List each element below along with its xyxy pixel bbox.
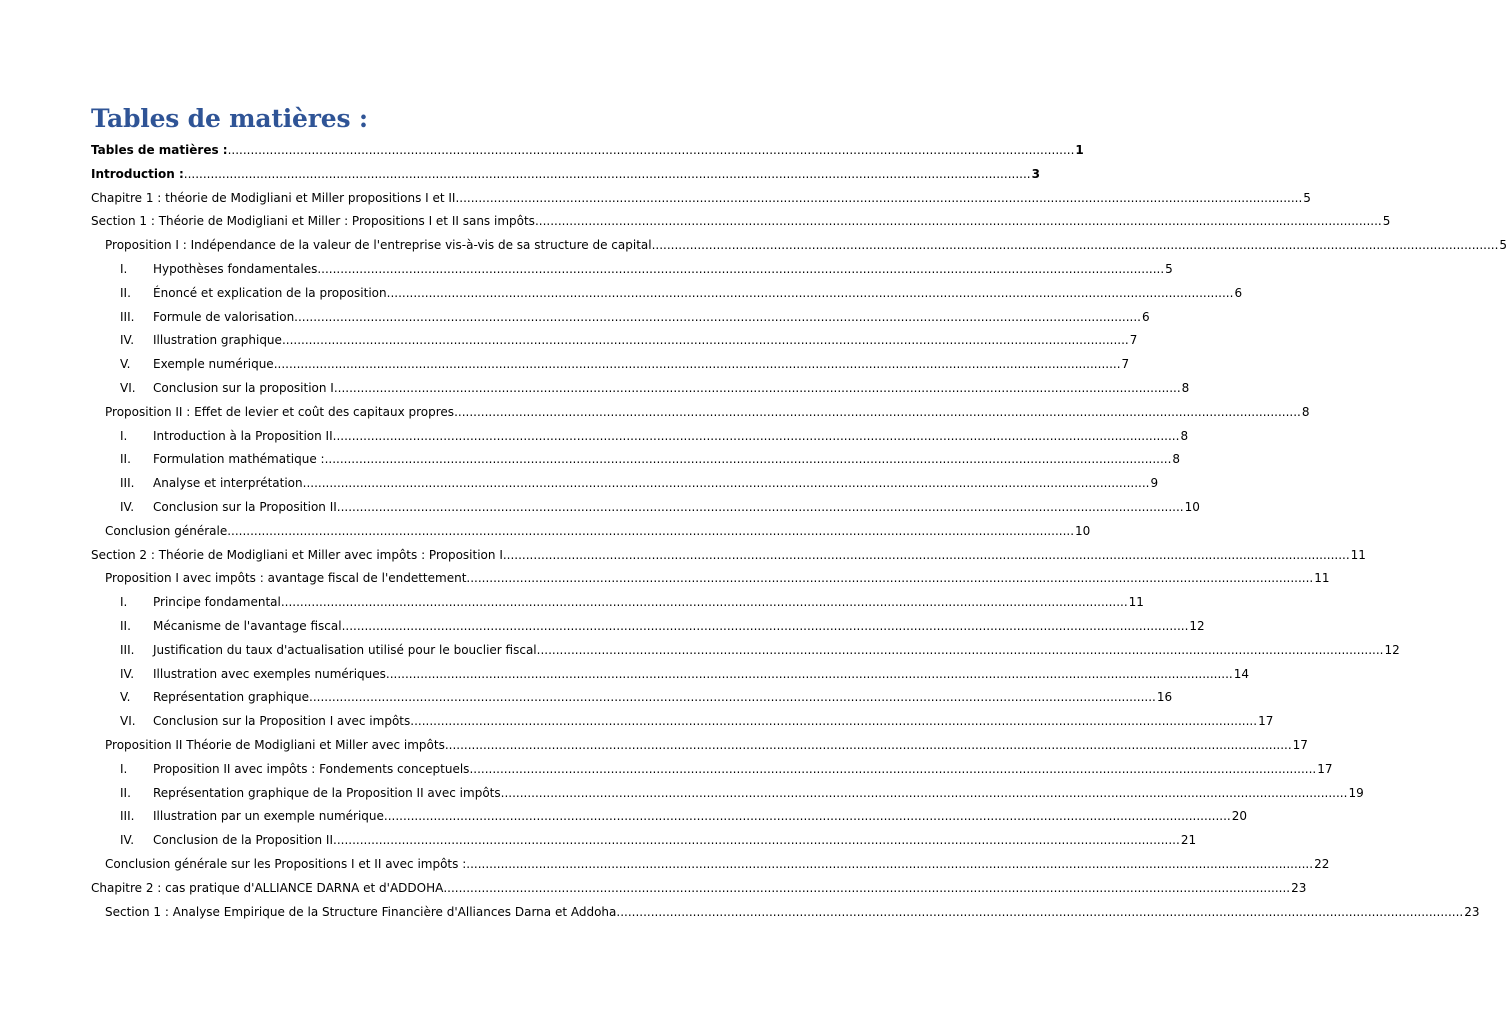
- toc-dot-leader: [337, 497, 1184, 517]
- toc-entry-text: Formulation mathématique :: [153, 452, 325, 467]
- toc-page-number: 20: [1231, 809, 1247, 824]
- toc-dot-leader: [535, 211, 1382, 231]
- toc-dot-leader: [184, 164, 1031, 184]
- toc-entry-text: Chapitre 1 : théorie de Modigliani et Miller propositions I et II: [91, 190, 456, 205]
- toc-entry[interactable]: [120, 687, 1173, 707]
- toc-page-number: 10: [1184, 500, 1200, 514]
- toc-entry-number: III.: [120, 642, 135, 657]
- toc-entry[interactable]: [91, 140, 1084, 160]
- toc-entry-number: I.: [120, 428, 128, 443]
- toc-entry[interactable]: [120, 759, 1333, 779]
- toc-page-number: 8: [1181, 381, 1190, 395]
- toc-entry[interactable]: [105, 568, 1330, 588]
- toc-page-number: 19: [1348, 785, 1364, 800]
- toc-dot-leader: [386, 664, 1233, 684]
- toc-entry[interactable]: [120, 330, 1138, 350]
- toc-page-number: 5: [1165, 262, 1173, 276]
- toc-entry-text: Illustration par un exemple numérique: [153, 809, 384, 824]
- toc-entry-text: Énoncé et explication de la proposition: [153, 285, 387, 300]
- toc-page-number: 10: [1075, 523, 1091, 538]
- toc-entry-text: Hypothèses fondamentales: [153, 262, 318, 276]
- toc-entry-text: Section 1 : Théorie de Modigliani et Miller : Propositions I et II sans impôts: [91, 214, 535, 229]
- toc-page-number: 12: [1189, 619, 1205, 633]
- toc-page-number: 12: [1384, 642, 1400, 657]
- toc-page-number: 11: [1350, 547, 1366, 562]
- toc-entry-number: I.: [120, 595, 128, 610]
- toc-dot-leader: [466, 568, 1313, 588]
- toc-entry-text: Illustration graphique: [153, 333, 282, 348]
- toc-dot-leader: [317, 259, 1164, 279]
- toc-entry-text: Proposition II Théorie de Modigliani et Miller avec impôts: [105, 738, 445, 752]
- toc-page-number: 8: [1301, 404, 1310, 419]
- toc-page-number: 5: [1303, 190, 1311, 205]
- toc-entry-text: Conclusion sur la proposition I: [153, 381, 334, 395]
- toc-entry-text: Représentation graphique: [153, 690, 310, 705]
- toc-entry[interactable]: [120, 307, 1150, 327]
- toc-entry-text: Conclusion de la Proposition II: [153, 833, 333, 848]
- toc-entry[interactable]: [120, 259, 1173, 279]
- toc-page-number: 22: [1314, 857, 1330, 871]
- toc-entry-text: Conclusion sur la Proposition II: [153, 500, 337, 514]
- toc-dot-leader: [274, 354, 1121, 374]
- toc-dot-leader: [445, 735, 1292, 755]
- toc-entry-text: Conclusion sur la Proposition I avec impôts: [153, 714, 411, 729]
- toc-entry-number: IV.: [120, 500, 135, 514]
- toc-entry[interactable]: [91, 164, 1040, 184]
- toc-page-number: 11: [1128, 595, 1144, 610]
- toc-entry[interactable]: [91, 878, 1307, 898]
- toc-entry[interactable]: [120, 473, 1159, 493]
- toc-entry[interactable]: [120, 711, 1274, 731]
- toc-entry[interactable]: [120, 378, 1190, 398]
- toc-entry[interactable]: [120, 616, 1205, 636]
- toc-entry[interactable]: [91, 211, 1391, 231]
- toc-entry[interactable]: [105, 521, 1091, 541]
- toc-page-number: 8: [1180, 428, 1189, 443]
- toc-entry-text: Section 2 : Théorie de Modigliani et Miller avec impôts : Proposition I: [91, 547, 503, 562]
- toc-entry-text: Principe fondamental: [153, 595, 281, 610]
- toc-page-number: 7: [1121, 357, 1130, 372]
- toc-dot-leader: [227, 521, 1074, 541]
- toc-entry[interactable]: [120, 354, 1130, 374]
- toc-dot-leader: [652, 235, 1499, 255]
- toc-dot-leader: [501, 783, 1348, 803]
- toc-entry[interactable]: [105, 854, 1330, 874]
- toc-dot-leader: [443, 878, 1290, 898]
- toc-entry[interactable]: [120, 783, 1364, 803]
- toc-dot-leader: [281, 592, 1128, 612]
- toc-entry-text: Introduction :: [91, 166, 184, 181]
- toc-page-number: 8: [1172, 452, 1181, 467]
- toc-entry-number: IV.: [120, 333, 135, 348]
- toc-entry-text: Conclusion générale sur les Propositions I et II avec impôts :: [105, 857, 467, 871]
- toc-entry[interactable]: [120, 664, 1249, 684]
- toc-page-number: 6: [1234, 285, 1243, 300]
- toc-entry[interactable]: [120, 640, 1400, 660]
- toc-page-number: 7: [1129, 333, 1138, 348]
- toc-entry[interactable]: [105, 902, 1480, 922]
- toc-entry-text: Proposition II avec impôts : Fondements conceptuels: [153, 761, 470, 776]
- toc-entry-number: II.: [120, 452, 131, 467]
- toc-entry-number: III.: [120, 809, 135, 824]
- toc-entry-number: V.: [120, 690, 131, 705]
- toc-dot-leader: [294, 307, 1141, 327]
- toc-dot-leader: [342, 616, 1189, 636]
- toc-dot-leader: [228, 140, 1075, 160]
- toc-entry-text: Mécanisme de l'avantage fiscal: [153, 619, 342, 633]
- toc-dot-leader: [387, 283, 1234, 303]
- toc-page-number: 11: [1314, 571, 1330, 586]
- toc-entry-number: I.: [120, 761, 128, 776]
- toc-dot-leader: [455, 188, 1302, 208]
- toc-dot-leader: [384, 806, 1231, 826]
- toc-dot-leader: [333, 426, 1180, 446]
- toc-entry-text: Justification du taux d'actualisation utilisé pour le bouclier fiscal: [153, 642, 537, 657]
- toc-entry-text: Section 1 : Analyse Empirique de la Structure Financière d'Alliances Darna et Addoha: [105, 904, 617, 919]
- toc-entry-number: II.: [120, 785, 131, 800]
- toc-entry-text: Analyse et interprétation: [153, 476, 303, 491]
- toc-page-number: 21: [1180, 833, 1197, 848]
- toc-dot-leader: [333, 830, 1180, 850]
- toc-dot-leader: [616, 902, 1463, 922]
- toc-page-number: 14: [1233, 666, 1249, 681]
- toc-entry-text: Conclusion générale: [105, 523, 228, 538]
- toc-entry-number: II.: [120, 619, 131, 633]
- toc-dot-leader: [303, 473, 1150, 493]
- toc-page-number: 16: [1156, 690, 1173, 705]
- toc-entry-number: IV.: [120, 666, 135, 681]
- toc-page-number: 9: [1150, 476, 1159, 491]
- toc-entry-number: IV.: [120, 833, 135, 848]
- toc-page-number: 5: [1382, 214, 1391, 229]
- toc-page-number: 5: [1499, 238, 1507, 253]
- toc-entry-text: Formule de valorisation: [153, 309, 295, 324]
- toc-entry-text: Exemple numérique: [153, 357, 274, 372]
- toc-entry[interactable]: [120, 497, 1200, 517]
- toc-entry-number: V.: [120, 357, 131, 372]
- toc-page-number: 23: [1464, 904, 1480, 919]
- toc-dot-leader: [282, 330, 1129, 350]
- toc-page-number: 3: [1031, 166, 1040, 181]
- toc-entry-text: Tables de matières :: [91, 143, 228, 157]
- toc-entry-number: II.: [120, 285, 131, 300]
- toc-entry[interactable]: [91, 188, 1311, 208]
- toc-entry[interactable]: [120, 283, 1243, 303]
- toc-dot-leader: [503, 545, 1350, 565]
- toc-page-number: 23: [1291, 880, 1307, 895]
- toc-entry-number: VI.: [120, 381, 136, 395]
- toc-page-number: 6: [1141, 309, 1150, 324]
- toc-dot-leader: [325, 449, 1172, 469]
- toc-dot-leader: [334, 378, 1181, 398]
- toc-entry-number: III.: [120, 476, 135, 491]
- toc-dot-leader: [466, 854, 1313, 874]
- toc-page-number: 17: [1317, 761, 1333, 776]
- toc-entry-number: I.: [120, 262, 128, 276]
- toc-entry-text: Proposition I : Indépendance de la valeur de l'entreprise vis-à-vis de sa structure de capital: [105, 238, 652, 253]
- toc-entry-text: Illustration avec exemples numériques: [153, 666, 386, 681]
- toc-entry[interactable]: [120, 806, 1247, 826]
- toc-dot-leader: [537, 640, 1384, 660]
- toc-entry[interactable]: [105, 235, 1507, 255]
- toc-entry[interactable]: [91, 545, 1366, 565]
- toc-page-number: 17: [1292, 738, 1308, 752]
- toc-entry[interactable]: [120, 449, 1181, 469]
- toc-dot-leader: [410, 711, 1257, 731]
- toc-entry-text: Chapitre 2 : cas pratique d'ALLIANCE DARNA et d'ADDOHA: [91, 880, 444, 895]
- toc-entry[interactable]: [120, 830, 1197, 850]
- toc-title: Tables de matières :: [91, 104, 368, 133]
- toc-entry[interactable]: [120, 592, 1144, 612]
- toc-dot-leader: [309, 687, 1156, 707]
- toc-page-number: 1: [1075, 143, 1084, 157]
- toc-entry-number: III.: [120, 309, 135, 324]
- toc-dot-leader: [469, 759, 1316, 779]
- toc-page-number: 17: [1258, 714, 1274, 729]
- toc-entry-text: Représentation graphique de la Proposition II avec impôts: [153, 785, 501, 800]
- toc-entry-number: VI.: [120, 714, 136, 729]
- toc-entry[interactable]: [105, 735, 1308, 755]
- toc-entry[interactable]: [120, 426, 1189, 446]
- toc-entry-text: Proposition II : Effet de levier et coût des capitaux propres: [105, 404, 455, 419]
- toc-dot-leader: [454, 402, 1301, 422]
- toc-entry[interactable]: [105, 402, 1310, 422]
- toc-entry-text: Introduction à la Proposition II: [153, 428, 333, 443]
- toc-entry-text: Proposition I avec impôts : avantage fiscal de l'endettement: [105, 571, 467, 586]
